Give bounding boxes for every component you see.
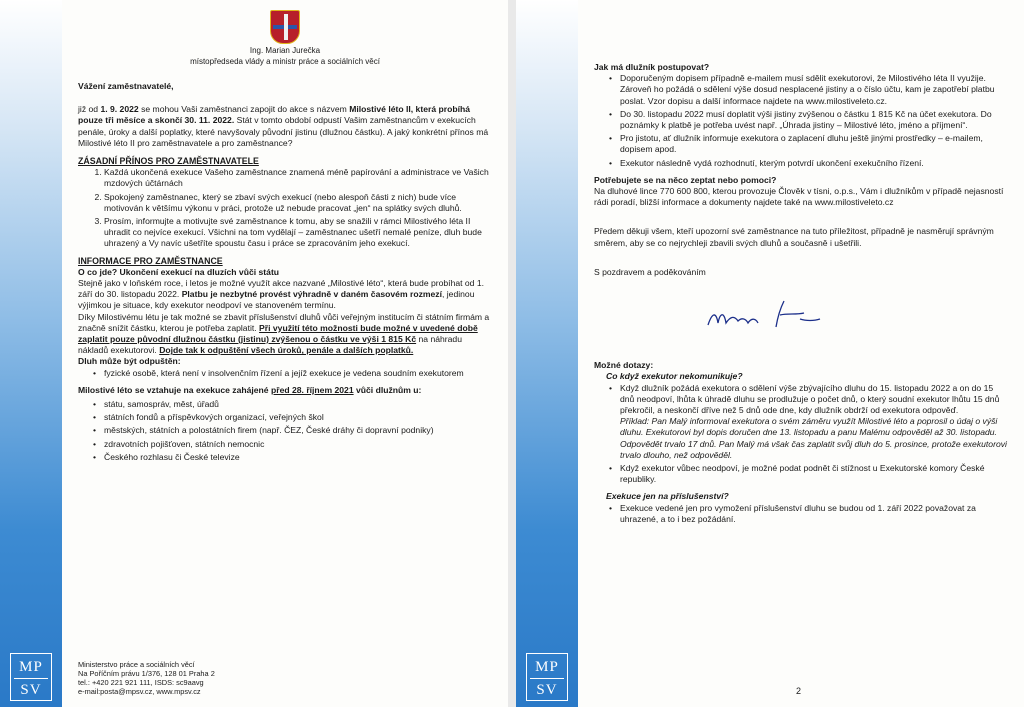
intro-paragraph: již od 1. 9. 2022 se mohou Vaši zaměstnanci zapojit do akce s názvem Milostivé léto II, která probíhá pouze tři měsíce a skončí 30. 11. 2022. Stát v tomto období odpustí Vašim zaměstnancům v exekucích penále, úroky a další poplatky, které navyšovaly původní jistinu (dlužnou částku). A jaký konkrétní přínos má Milostivé léto II pro zaměstnavatele a pro zaměstnance? (78, 104, 489, 148)
debtor-steps-list (620, 73, 1008, 169)
employer-benefits-list (104, 167, 492, 249)
faq-heading: Možné dotazy: (594, 360, 654, 371)
list-item: • Do 30. listopadu 2022 musí doplatit výši jistiny zvýšenou o částku 1 815 Kč na účet exekutora. Do poznámky k platbě je potřeba uvést např. „Úhrada jistiny – Milostivé léto, jméno a příjmení“. (620, 109, 1008, 131)
forgive-heading: Dluh může být odpuštěn: (78, 356, 181, 367)
employee-paragraph-1: Stejně jako v loňském roce, i letos je možné využít akce nazvané „Milostivé léto“, která bude probíhat od 1. září do 30. listopadu 2022. Platbu je nezbytné provést výhradně v daném časovém rozmezí, jedinou výjimkou je situace, kdy exekutor neodpoví ve stanoveném termínu. (78, 278, 485, 311)
employee-paragraph-2: Díky Milostivému létu je tak možné se zbavit příslušenství dluhů vůči veřejným institucím či státním firmám a značně snížit částku, kterou je potřeba zaplatit. Při využití této možnosti bude možné v uvedené době zaplatit pouze původní dlužnou částku (jistinu) zvýšenou o částku ve výši 1 815 Kč na náhradu nákladů exekutorovi. Dojde tak k odpuštění všech úroků, penále a dalších poplatků. (78, 311, 490, 356)
help-text: Na dluhové lince 770 600 800, kterou provozuje Člověk v tísni, o.p.s., Vám i dlužníkům v případě nejasností rádi poradí, bližší informace a dokumenty najdete také na www.milostiveleto.cz (594, 186, 1004, 208)
employee-subheading: O co jde? Ukončení exekucí na dluzích vůči státu (78, 266, 280, 277)
footer-line: tel.: +420 221 921 111, ISDS: sc9aavg (78, 678, 204, 687)
employee-heading: INFORMACE PRO ZAMĚSTNANCE (78, 255, 223, 266)
list-item: 3. Prosím, informujte a motivujte své zaměstnance k tomu, aby se snažili v rámci Milostivého léta II uhradit co nejvíce exekucí. Všichni na tom vydělají – zaměstnanec ušetří nemalé peníze, dluh bude uhrazený a Vy navíc ušetříte spoustu času i práce se zpracováním jeho exekucí. (104, 216, 492, 250)
faq1-question: Co když exekutor nekomunikuje? (606, 371, 743, 382)
list-item: • Exekuce vedené jen pro vymožení příslušenství dluhu se budou od 1. září 2022 považovat za uhrazené, a to i bez požádání. (620, 503, 1008, 525)
list-item: • Pro jistotu, ať dlužník informuje exekutora o zaplacení dluhu ještě jinými prostředky – e-mailem, dopisem apod. (620, 133, 1008, 155)
list-item: • Exekutor následně vydá rozhodnutí, kterým potvrdí ukončení exekučního řízení. (620, 158, 1008, 169)
list-item: • Doporučeným dopisem případně e-mailem musí sdělit exekutorovi, že Milostivého léta II využije. Zároveň ho požádá o sdělení výše dosud nesplacené jistiny a o číslo účtu, kam je zapotřebí platbu poslat. Vzor dopisu a další informace najdete na www.milostiveleto.cz. (620, 73, 1008, 107)
forgive-list (104, 368, 492, 379)
footer-line: Na Poříčním právu 1/376, 128 01 Praha 2 (78, 669, 215, 678)
footer-line: Ministerstvo práce a sociálních věcí (78, 660, 195, 669)
list-item: 1. Každá ukončená exekuce Vašeho zaměstnance znamená méně papírování a administrace ve Vašich mzdových účtárnách (104, 167, 492, 189)
help-heading: Potřebujete se na něco zeptat nebo pomoci? (594, 174, 777, 185)
blue-side-stripe (0, 0, 62, 707)
creditor-list (104, 399, 492, 463)
salutation: Vážení zaměstnavatelé, (78, 81, 174, 91)
thanks-paragraph: Předem děkuji všem, kteří upozorní své zaměstnance na tuto příležitost, případně je nasměrují správným směrem, aby se co nejrychleji zbavili svých dluhů a současně i ušetřili. (594, 226, 994, 248)
mpsv-logo: MP SV (10, 653, 52, 701)
mpsv-logo: MP SV (526, 653, 568, 701)
letter-page-2 (516, 0, 1024, 707)
minister-name: Ing. Marian Jurečka (249, 46, 321, 55)
faq1-example: Příklad: Pan Malý informoval exekutora o svém záměru využít Milostivé léto a poprosil o údaj o výši dluhu. Exekutorovi byl dopis doručen dne 13. listopadu a panu Malému odpověděl až 30. listopadu. Odpovědět trvalo 17 dnů. Pan Malý má však čas zaplatit svůj dluh do 5. prosince, protože exekutorovi trvalo dlouho, než odpověděl. (620, 416, 1007, 460)
list-item: • Českého rozhlasu či České televize (104, 452, 492, 463)
faq2-question: Exekuce jen na příslušenství? (606, 491, 729, 502)
list-item: • městských, státních a polostátních firem (např. ČEZ, České dráhy či dopravní podniky) (104, 425, 492, 436)
footer-line: e-mail:posta@mpsv.cz, www.mpsv.cz (78, 687, 201, 696)
signature-icon (704, 295, 824, 335)
blue-side-stripe (516, 0, 578, 707)
state-coat-of-arms-icon (270, 10, 300, 44)
debtor-heading: Jak má dlužník postupovat? (594, 62, 710, 72)
letter-page-1 (0, 0, 508, 707)
list-item: • státních fondů a příspěvkových organizací, veřejných škol (104, 412, 492, 423)
minister-role: místopředseda vlády a ministr práce a sociálních věcí (190, 56, 380, 66)
list-item: • fyzické osobě, která není v insolvenčním řízení a jejíž exekuce je vedena soudním exekutorem (104, 368, 492, 379)
letter-header (78, 10, 492, 67)
list-item: • zdravotních pojišťoven, státních nemocnic (104, 439, 492, 450)
applies-paragraph: Milostivé léto se vztahuje na exekuce zahájené před 28. říjnem 2021 vůči dlužnům u: (78, 384, 422, 395)
list-item: 2. Spokojený zaměstnanec, který se zbaví svých exekucí (nebo alespoň části z nich) bude více motivován k většímu výkonu v práci, protože už nebude pracovat „jen“ na splátky svých dluhů. (104, 192, 492, 214)
ministry-footer (78, 660, 215, 696)
list-item: • Když exekutor vůbec neodpoví, je možné podat podnět či stížnost u Exekutorské komory České republiky. (620, 463, 1008, 485)
faq2-list (620, 503, 1008, 525)
list-item: • Když dlužník požádá exekutora o sdělení výše zbývajícího dluhu do 15. listopadu 2022 a on do 15 dnů neodpoví, lhůta k úhradě dluhu se prodlužuje o počet dnů, o který soudní exekutor lhůtu 15 dnů překročil, a neskončí dříve než 5 dnů ode dne, kdy dlužník obdrží od exekutora odpověď. Příklad: Pan Malý informoval exekutora o svém záměru využít Milostivé léto a poprosil o údaj o výši dluhu. Exekutorovi byl dopis doručen dne 13. listopadu a panu Malému odpověděl až 30. listopadu. Odpovědět trvalo 17 dnů. Pan Malý má však čas zaplatit svůj dluh do 5. prosince, protože exekutorovi trvalo dlouho, než odpověděl. (620, 383, 1008, 461)
page-number: 2 (796, 686, 802, 696)
faq1-list (620, 383, 1008, 486)
list-item: • státu, samospráv, měst, úřadů (104, 399, 492, 410)
employer-heading: ZÁSADNÍ PŘÍNOS PRO ZAMĚSTNAVATELE (78, 156, 259, 167)
closing: S pozdravem a poděkováním (594, 266, 706, 277)
